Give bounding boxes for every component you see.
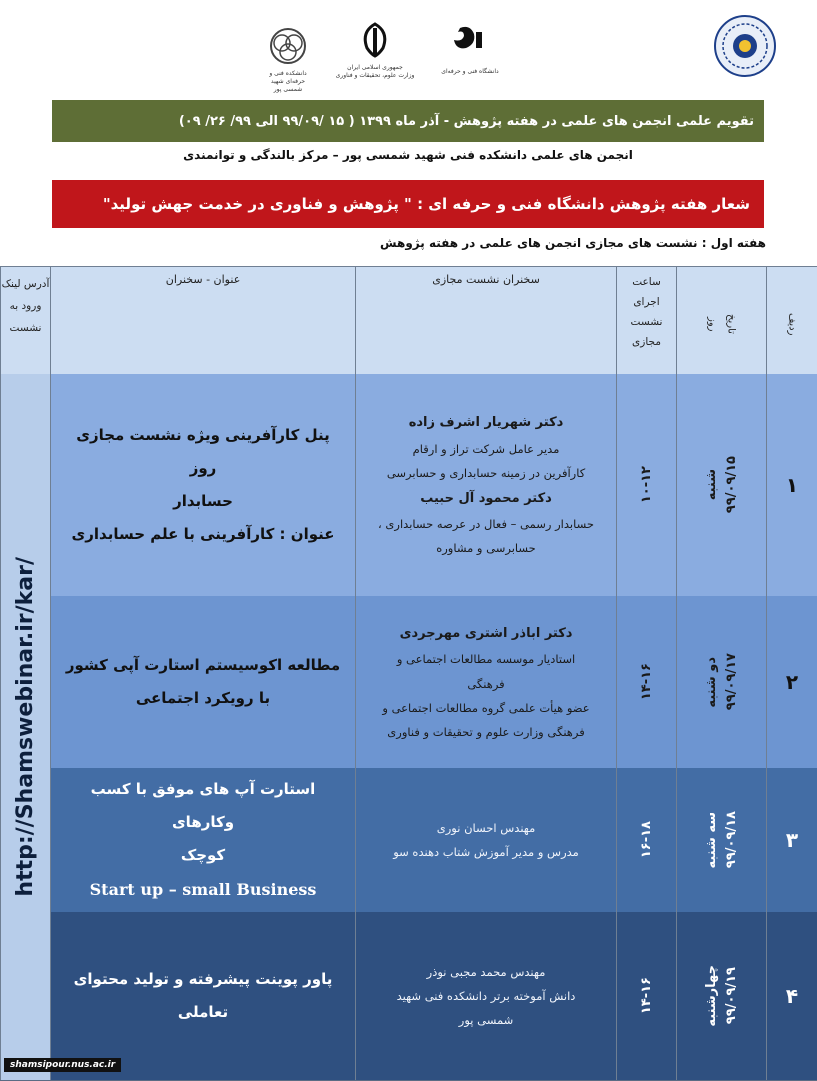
speaker-info: مدرس و مدیر آموزش شتاب دهنده سو bbox=[393, 845, 579, 859]
row-speakers bbox=[355, 768, 616, 912]
logo-strip bbox=[0, 14, 817, 94]
row-time: ۱۶-۱۸ bbox=[616, 768, 676, 912]
speaker-info: شمسی پور bbox=[458, 1013, 514, 1028]
row-number: ۲ bbox=[766, 596, 817, 768]
header-date-day bbox=[676, 267, 766, 375]
speaker-name: دکتر شهریار اشرف زاده bbox=[408, 415, 564, 431]
ministry-logo bbox=[330, 22, 420, 92]
row-day-value: سه شنبه bbox=[704, 811, 719, 869]
row-date bbox=[676, 768, 766, 912]
speaker-info: فرهنگی bbox=[467, 676, 505, 691]
header-title: عنوان - سخنران bbox=[50, 267, 355, 375]
speaker-info: مدیر عامل شرکت تراز و ارقام bbox=[412, 441, 560, 456]
row-number: ۳ bbox=[766, 768, 817, 912]
row-day-value: چهارشنبه bbox=[704, 965, 719, 1027]
row-date bbox=[676, 596, 766, 768]
table-row bbox=[0, 374, 817, 597]
speaker-name: دکتر محمود آل حبیب bbox=[420, 491, 552, 506]
webinar-link[interactable]: http://Shamswebinar.ir/kar/ bbox=[13, 557, 38, 897]
table-row bbox=[0, 768, 817, 913]
speaker-info: حسابرسی و مشاوره bbox=[436, 541, 536, 556]
header-row-no: ردیف bbox=[766, 267, 817, 375]
row-time: ۱۴-۱۶ bbox=[616, 912, 676, 1080]
header-day: روز bbox=[706, 316, 718, 332]
row-date bbox=[676, 374, 766, 596]
ministry-line-2: وزارت علوم، تحقیقات و فناوری bbox=[335, 71, 415, 79]
row-title-english: Start up – small Business bbox=[89, 879, 317, 899]
row-title: پنل کارآفرینی ویژه نشست مجازی روز حسابدار عنوان : کارآفرینی با علم حسابداری bbox=[50, 374, 355, 596]
row-time: ۱۰-۱۲ bbox=[616, 374, 676, 596]
row-day-value: دو شنبه bbox=[704, 656, 719, 708]
header-time: ساعت اجرای نشست مجازی bbox=[616, 267, 676, 375]
speaker-name: مهندس احسان نوری bbox=[436, 820, 536, 835]
row-number: ۴ bbox=[766, 912, 817, 1080]
speaker-name: دکتر اباذر اشتری مهرجردی bbox=[399, 626, 573, 642]
speaker-info: دانش آموخته برتر دانشکده فنی شهید bbox=[396, 988, 576, 1003]
speaker-info: حسابدار رسمی – فعال در عرصه حسابداری ، bbox=[378, 517, 594, 532]
row-title: استارت آپ های موفق با کسب وکارهای کوچک Start up – small Business bbox=[50, 768, 355, 912]
row-day-value: شنبه bbox=[704, 469, 719, 501]
week-title: هفته اول : نشست های مجازی انجمن های علمی در هفته پژوهش bbox=[380, 236, 766, 250]
row-number: ۱ bbox=[766, 374, 817, 596]
row-time: ۱۴-۱۶ bbox=[616, 596, 676, 768]
header-date: تاریخ bbox=[725, 314, 737, 334]
slogan-banner bbox=[52, 180, 764, 228]
header-speakers: سخنران نشست مجازی bbox=[355, 267, 616, 375]
college-logo bbox=[262, 26, 314, 93]
site-watermark: shamsipour.nus.ac.ir bbox=[4, 1058, 121, 1072]
row-speakers bbox=[355, 374, 616, 596]
speaker-info: فرهنگی وزارت علوم و تحقیقات و فناوری bbox=[387, 724, 585, 739]
table-row bbox=[0, 912, 817, 1081]
ministry-line-1: جمهوری اسلامی ایران bbox=[347, 64, 403, 71]
speaker-info: استادیار موسسه مطالعات اجتماعی و bbox=[396, 652, 576, 667]
row-speakers bbox=[355, 912, 616, 1080]
emblem-icon bbox=[713, 14, 777, 78]
header-link: آدرس لینک ورود به نشست bbox=[0, 267, 50, 375]
table-row bbox=[0, 596, 817, 769]
schedule-table bbox=[0, 266, 817, 1080]
calendar-title: تقویم علمی انجمن های علمی در هفته پژوهش - آذر ماه ۱۳۹۹ ( ۱۵ /۹۹/۰۹ الی ۹۹/ ۲۶/ ۰۹) bbox=[178, 113, 754, 129]
row-date-value: ۹۹/۰۹/۱۹ bbox=[723, 967, 739, 1025]
row-speakers bbox=[355, 596, 616, 768]
speaker-info: کارآفرین در زمینه حسابداری و حسابرسی bbox=[386, 465, 586, 480]
university-logo bbox=[430, 24, 510, 84]
speaker-info: عضو هیأت علمی گروه مطالعات اجتماعی و bbox=[382, 700, 590, 715]
university-name: دانشگاه فنی و حرفه‌ای bbox=[441, 68, 499, 75]
table-header-row bbox=[0, 266, 817, 376]
webinar-link-cell[interactable] bbox=[0, 374, 50, 1080]
row-date-value: ۹۹/۰۹/۱۸ bbox=[723, 811, 739, 869]
row-title: مطالعه اکوسیستم استارت آپی کشور با رویکرد اجتماعی bbox=[50, 596, 355, 768]
slogan: شعار هفته پژوهش دانشگاه فنی و حرفه ای : " پژوهش و فناوری در خدمت جهش تولید" bbox=[102, 195, 750, 213]
row-date-value: ۹۹/۰۹/۱۷ bbox=[723, 653, 739, 711]
row-date bbox=[676, 912, 766, 1080]
college-line: دانشکده فنی و حرفه‌ای شهید شمسی پور bbox=[269, 70, 307, 93]
subtitle: انجمن های علمی دانشکده فنی شهید شمسی پور – مرکز بالندگی و توانمندی bbox=[183, 148, 633, 162]
row-title: پاور پوینت پیشرفته و تولید محتوای تعاملی bbox=[50, 912, 355, 1080]
speaker-name: مهندس محمد مجبی نوذر bbox=[426, 964, 546, 979]
calendar-title-banner bbox=[52, 100, 764, 142]
row-date-value: ۹۹/۰۹/۱۵ bbox=[723, 456, 739, 514]
